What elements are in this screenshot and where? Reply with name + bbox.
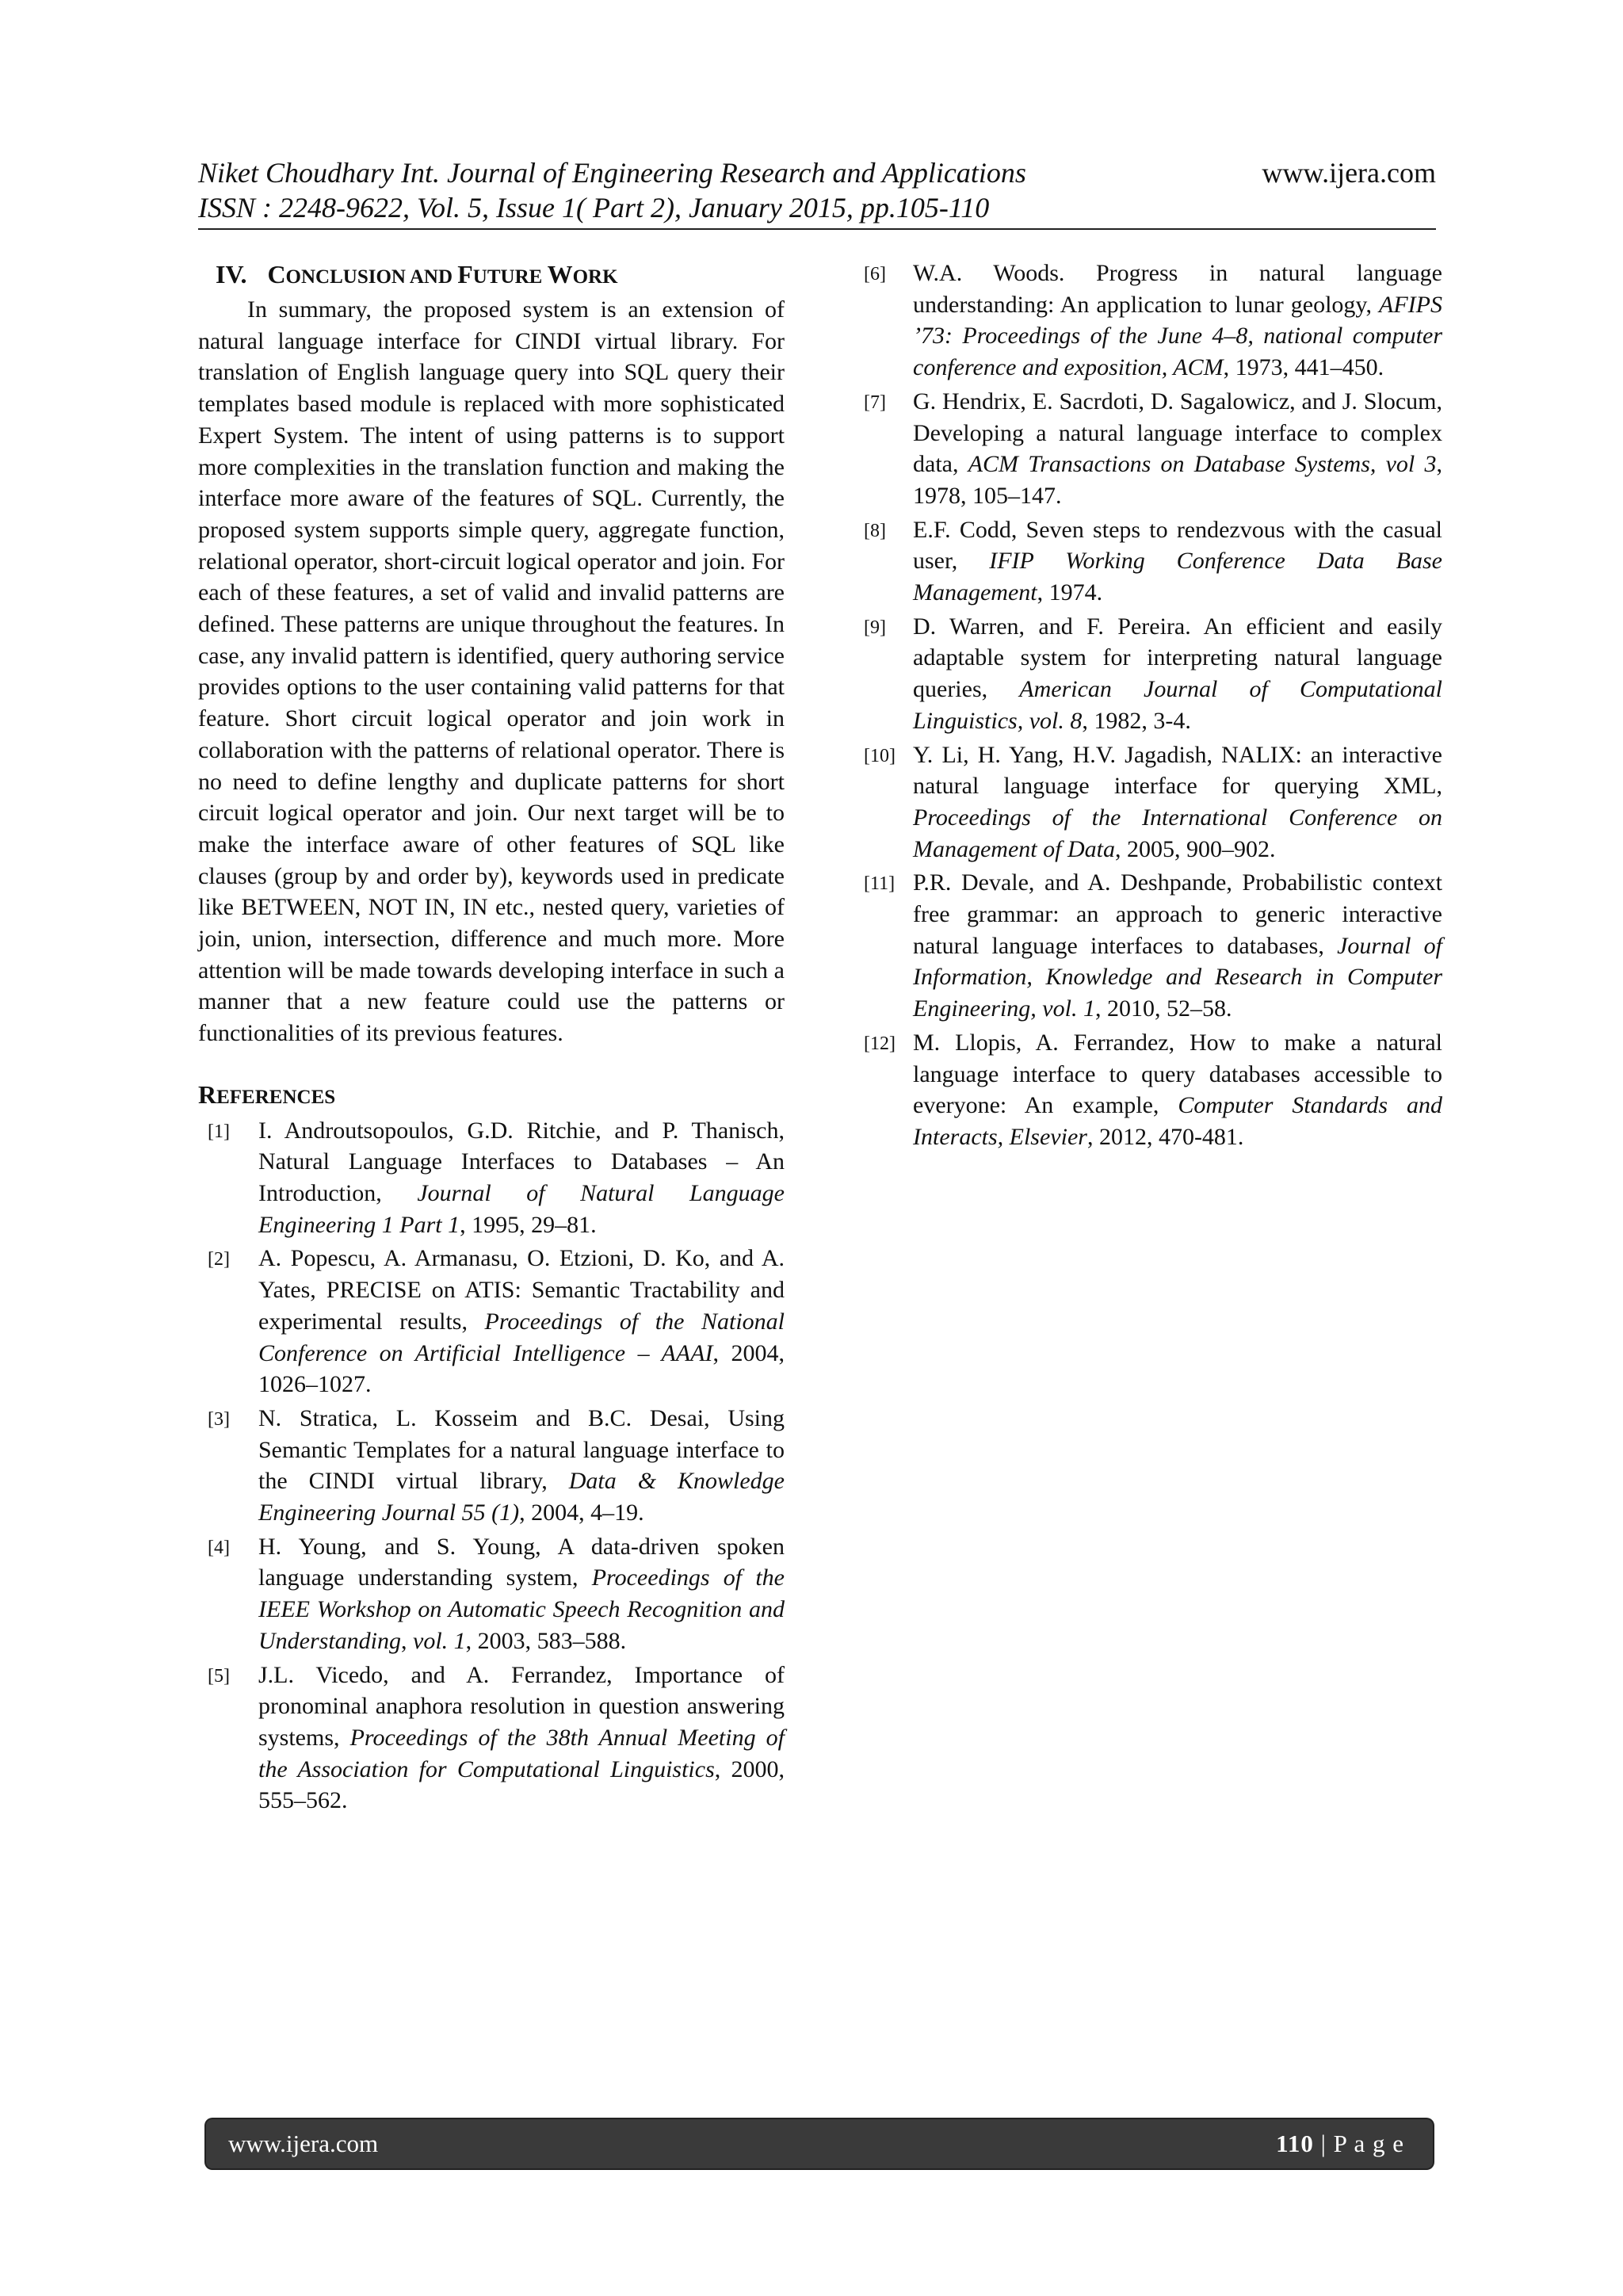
header-rule [198, 228, 1436, 230]
page-footer [206, 2119, 1433, 2168]
section-number: IV. [216, 260, 247, 288]
left-column [198, 258, 785, 1819]
header-issn-line: ISSN : 2248-9622, Vol. 5, Issue 1( Part 2), January 2015, pp.105-110 [198, 192, 990, 223]
reference-number: [4] [208, 1537, 230, 1558]
footer-website: www.ijera.com [228, 2130, 379, 2157]
reference-number: [12] [864, 1033, 896, 1054]
reference-item: [11] P.R. Devale, and A. Deshpande, Probabilistic context free grammar: an approach to generic interactive natural language interfaces to databases, Journal of Information, Knowledge and Research in Computer Engineering, vol. 1, 2010, 52–58. [864, 869, 1442, 1022]
reference-item: [12] M. Llopis, A. Ferrandez, How to make a natural language interface to query databases accessible to everyone: An example, Computer Standards and Interacts, Elsevier, 2012, 470-481. [864, 1029, 1442, 1150]
header-journal-line: Niket Choudhary Int. Journal of Engineering Research and Applications [198, 157, 1026, 189]
reference-number: [1] [208, 1121, 230, 1142]
reference-item: [7] G. Hendrix, E. Sacrdoti, D. Sagalowicz, and J. Slocum, Developing a natural language interface to complex data, ACM Transactions on Database Systems, vol 3, 1978, 105–147. [864, 388, 1442, 509]
reference-item: [6] W.A. Woods. Progress in natural language understanding: An application to lunar geology, AFIPS ’73: Proceedings of the June 4–8, national computer conference and exposition, ACM, 1973, 441–450. [864, 260, 1442, 381]
reference-number: [10] [864, 745, 896, 766]
reference-item: [9] D. Warren, and F. Pereira. An efficient and easily adaptable system for interpreting natural language queries, American Journal of Computational Linguistics, vol. 8, 1982, 3-4. [864, 613, 1442, 734]
reference-number: [5] [208, 1665, 230, 1687]
page-number: 110 | P a g e [1276, 2130, 1404, 2157]
reference-number: [7] [864, 392, 886, 413]
reference-item: [1] I. Androutsopoulos, G.D. Ritchie, and P. Thanisch, Natural Language Interfaces to Databases – An Introduction, Journal of Natural Language Engineering 1 Part 1, 1995, 29–81. [208, 1117, 785, 1238]
right-column [856, 258, 1442, 1156]
reference-item: [8] E.F. Codd, Seven steps to rendezvous with the casual user, IFIP Working Conference Data Base Management, 1974. [864, 516, 1442, 606]
running-header [198, 155, 1436, 225]
reference-item: [10] Y. Li, H. Yang, H.V. Jagadish, NALIX: an interactive natural language interface for querying XML, Proceedings of the International Conference on Management of Data, 2005, 900–902. [864, 741, 1442, 862]
reference-item: [3] N. Stratica, L. Kosseim and B.C. Desai, Using Semantic Templates for a natural language interface to the CINDI virtual library, Data & Knowledge Engineering Journal 55 (1), 2004, 4–19. [208, 1404, 785, 1526]
reference-item: [5] J.L. Vicedo, and A. Ferrandez, Importance of pronominal anaphora resolution in question answering systems, Proceedings of the 38th Annual Meeting of the Association for Computational Linguistics, 2000, 555–562. [208, 1661, 785, 1814]
reference-number: [11] [864, 873, 896, 895]
reference-number: [9] [864, 617, 886, 638]
section-heading: IV. CONCLUSION AND FUTURE WORK [216, 260, 618, 288]
reference-item: [2] A. Popescu, A. Armanasu, O. Etzioni, D. Ko, and A. Yates, PRECISE on ATIS: Semantic Tractability and experimental results, Proceedings of the National Conference on Artificial Intelligence – AAAI, 2004, 1026–1027. [208, 1245, 785, 1398]
conclusion-paragraph: In summary, the proposed system is an extension of natural language interface for CINDI virtual library. For translation of English language query into SQL query their templates based module is replaced with more sophisticated Expert System. The intent of using patterns is to support more complexities in the translation function and making the interface more aware of the features of SQL. Currently, the proposed system supports simple query, aggregate function, relational operator, short-circuit logical operator and join. For each of these features, a set of valid and invalid patterns are defined. These patterns are unique throughout the features. In case, any invalid pattern is identified, query authoring service provides options to the user containing valid patterns for that feature. Short circuit logical operator and join work in collaboration with the patterns of relational operator. There is no need to define lengthy and duplicate patterns for short circuit logical operator and join. Our next target will be to make the interface aware of other features of SQL like clauses (group by and order by), keywords used in predicate like BETWEEN, NOT IN, IN etc., nested query, varieties of join, union, intersection, difference and much more. More attention will be made towards developing interface in such a manner that a new feature could use the patterns or functionalities of its previous features. [198, 296, 785, 1047]
reference-number: [2] [208, 1249, 230, 1270]
reference-number: [6] [864, 264, 886, 285]
header-website: www.ijera.com [1262, 157, 1436, 189]
reference-number: [3] [208, 1408, 230, 1430]
reference-item: [4] H. Young, and S. Young, A data-driven spoken language understanding system, Proceedings of the IEEE Workshop on Automatic Speech Recognition and Understanding, vol. 1, 2003, 583–588. [208, 1533, 785, 1654]
references-heading: REFERENCES [198, 1079, 336, 1109]
reference-number: [8] [864, 520, 886, 541]
